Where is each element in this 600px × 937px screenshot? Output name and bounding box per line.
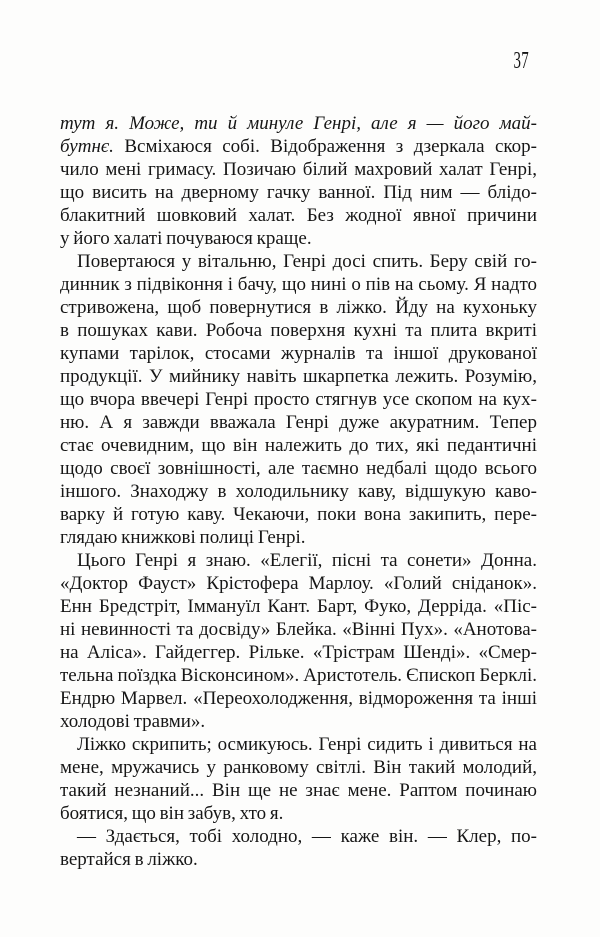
- text-segment: купами тарілок, стосами журналів та іншої друкованої: [60, 343, 537, 364]
- text-line: [60, 112, 537, 135]
- text-line: [60, 549, 537, 572]
- text-line: [60, 158, 537, 181]
- text-line: [60, 664, 537, 687]
- text-segment: глядаю книжкові полиці Генрі.: [60, 527, 306, 548]
- paragraph: [60, 250, 537, 549]
- text-segment: стривожена, щоб повернутися в ліжко. Йду на кухоньку: [60, 297, 537, 318]
- text-segment: ні невинності та досвіду» Блейка. «Вінні Пух». «Анотова-: [60, 619, 537, 640]
- text-segment: — Здається, тобі холодно, — каже він. — Клер, по-: [77, 826, 537, 847]
- text-segment: чило мені гримасу. Позичаю білий махровий халат Генрі,: [60, 159, 537, 180]
- text-segment: боятися, що він забув, хто я.: [60, 803, 284, 824]
- text-segment: ню. А я завжди вважала Генрі дуже акуратним. Тепер: [60, 412, 537, 433]
- text-segment: холодові травми».: [60, 711, 206, 732]
- text-line: [60, 365, 537, 388]
- text-line: [60, 227, 537, 250]
- text-segment: продукції. У мийнику навіть шкарпетка лежить. Розумію,: [60, 366, 537, 387]
- text-segment: «Доктор Фауст» Крістофера Марлоу. «Голий сніданок».: [60, 573, 537, 594]
- text-segment: іншого. Знаходжу в холодильнику каву, відшукую каво-: [60, 481, 537, 502]
- text-segment: стає очевидним, що він належить до тих, які педантичні: [60, 435, 537, 456]
- text-line: [60, 618, 537, 641]
- text-line: [60, 641, 537, 664]
- text-line: [60, 825, 537, 848]
- text-line: [60, 342, 537, 365]
- text-line: [60, 135, 537, 158]
- text-segment: вертайся в ліжко.: [60, 849, 198, 870]
- text-segment: що висить на дверному гачку ванної. Під ним — блідо-: [60, 182, 537, 203]
- text-line: [60, 595, 537, 618]
- text-line: [60, 687, 537, 710]
- text-segment: Ендрю Марвел. «Переохолодження, відмороження та інші: [60, 688, 537, 709]
- italic-text-segment: бутнє.: [60, 136, 114, 157]
- text-line: [60, 802, 537, 825]
- text-segment: Повертаюся у вітальню, Генрі досі спить. Беру свій го-: [77, 251, 537, 272]
- page-number: 37: [513, 48, 529, 74]
- page-text: [60, 112, 537, 871]
- text-line: [60, 779, 537, 802]
- paragraph: [60, 825, 537, 871]
- text-line: [60, 181, 537, 204]
- text-line: [60, 296, 537, 319]
- text-segment: варку й готую каву. Чекаючи, поки вона закипить, пере-: [60, 504, 537, 525]
- text-line: [60, 733, 537, 756]
- italic-text-segment: тут я. Може, ти й минуле Генрі, але я — його май-: [60, 113, 537, 134]
- text-line: [60, 319, 537, 342]
- text-line: [60, 572, 537, 595]
- text-line: [60, 503, 537, 526]
- text-segment: блакитний шовковий халат. Без жодної явної причини: [60, 205, 537, 226]
- text-line: [60, 388, 537, 411]
- text-line: [60, 526, 537, 549]
- text-line: [60, 273, 537, 296]
- text-segment: мене, мружачись у ранковому світлі. Він такий молодий,: [60, 757, 537, 778]
- paragraph: [60, 549, 537, 733]
- text-segment: Цього Генрі я знаю. «Елегії, пісні та сонети» Донна.: [77, 550, 537, 571]
- text-segment: динник з підвіконня і бачу, що нині о пів на сьому. Я надто: [60, 274, 537, 295]
- text-segment: щодо своєї зовнішності, але таємно недбалі щодо всього: [60, 458, 537, 479]
- text-line: [60, 848, 537, 871]
- text-segment: у його халаті почуваюся краще.: [60, 228, 312, 249]
- text-line: [60, 480, 537, 503]
- text-segment: Всміхаюся собі. Відображення з дзеркала скор-: [113, 136, 537, 157]
- text-segment: тельна поїздка Вісконсином». Аристотель. Єпископ Берклі.: [60, 665, 537, 686]
- text-line: [60, 250, 537, 273]
- text-line: [60, 204, 537, 227]
- text-line: [60, 457, 537, 480]
- text-segment: Енн Бредстріт, Іммануїл Кант. Барт, Фуко, Дерріда. «Піс-: [60, 596, 537, 617]
- text-line: [60, 756, 537, 779]
- text-segment: Ліжко скрипить; осмикуюсь. Генрі сидить і дивиться на: [77, 734, 537, 755]
- paragraph: [60, 733, 537, 825]
- text-line: [60, 434, 537, 457]
- text-segment: на Аліса». Гайдеггер. Рільке. «Трістрам Шенді». «Смер-: [60, 642, 537, 663]
- text-line: [60, 710, 537, 733]
- paragraph: [60, 112, 537, 250]
- text-segment: в пошуках кави. Робоча поверхня кухні та плита вкриті: [60, 320, 537, 341]
- text-segment: що вчора ввечері Генрі просто стягнув усе скопом на кух-: [60, 389, 537, 410]
- text-line: [60, 411, 537, 434]
- text-segment: такий незнаний... Він ще не знає мене. Раптом починаю: [60, 780, 537, 801]
